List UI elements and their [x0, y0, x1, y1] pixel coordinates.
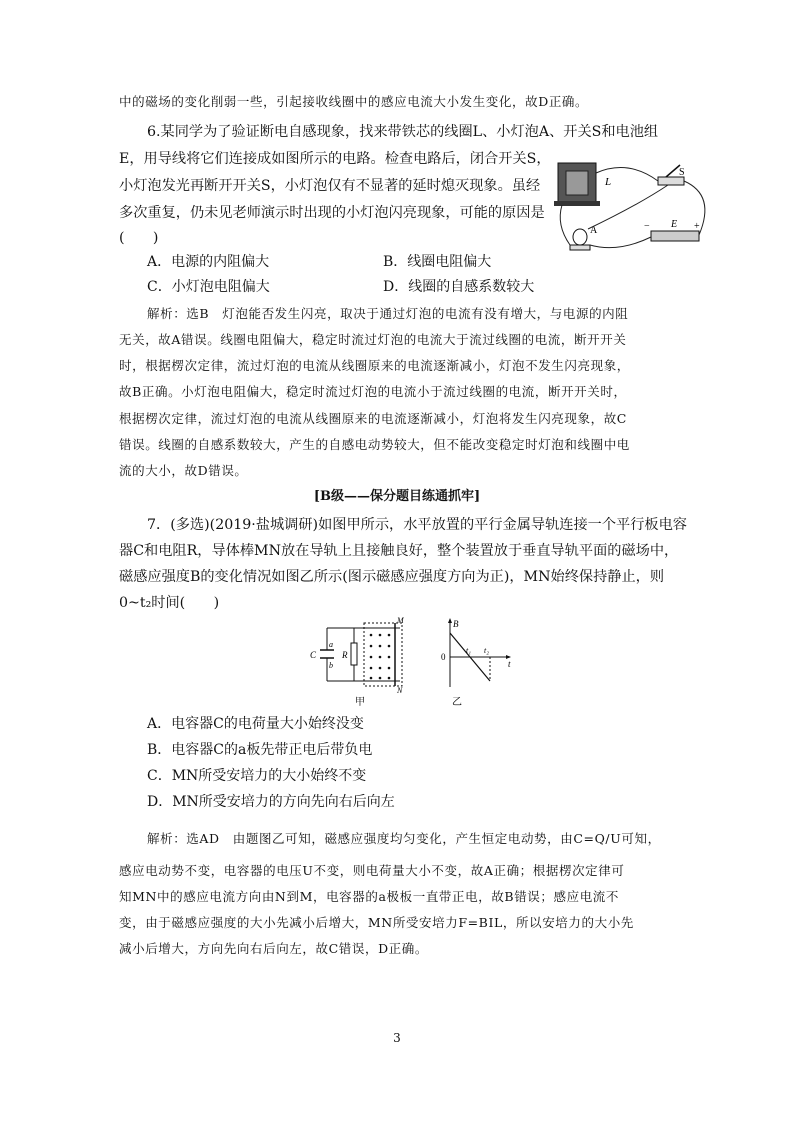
label-M: M: [397, 616, 404, 625]
q7-figure-yi: [438, 615, 518, 710]
label-C: C: [310, 650, 317, 660]
label-plus: +: [694, 221, 700, 232]
resistor: [351, 643, 357, 665]
q6-option-b: B．线圈电阻偏大: [383, 254, 492, 270]
question-6-bracket: ( ): [119, 230, 159, 246]
battery: [651, 231, 699, 241]
caption-yi: 乙: [452, 697, 462, 708]
explanation-7-line: 感应电动势不变，电容器的电压U不变，则电荷量大小不变，故A正确；根据楞次定律可: [119, 863, 625, 878]
section-heading: [B级——保分题目练通抓牢]: [313, 489, 481, 504]
question-6-line: 多次重复，仍未见老师演示时出现的小灯泡闪亮现象，可能的原因是: [119, 205, 545, 221]
wire: [588, 185, 668, 229]
lamp: [573, 229, 587, 245]
explanation-6-line: 错误。线圈的自感系数较大，产生的自感电动势较大，但不能改变稳定时灯泡和线圈中电: [119, 437, 630, 452]
q6-circuit-figure: [548, 155, 718, 255]
explanation-6-line: 时，根据楞次定律，流过灯泡的电流从线圈原来的电流逐渐减小，灯泡不发生闪亮现象，: [119, 358, 630, 373]
question-7-line: 7．(多选)(2019·盐城调研)如图甲所示，水平放置的平行金属导轨连接一个平行板电容: [147, 517, 687, 533]
label-coil-L: L: [605, 176, 612, 188]
label-t1: t₁: [466, 646, 472, 655]
explanation-6-line: 流的大小，故D错误。: [119, 463, 248, 478]
question-6-line: E，用导线将它们连接成如图所示的电路。检查电路后，闭合开关S，: [119, 151, 551, 167]
label-t2: t₂: [484, 646, 490, 655]
q6-option-c: C．小灯泡电阻偏大: [147, 279, 270, 295]
q7-figure-jia: [305, 615, 415, 710]
q6-option-d: D．线圈的自感系数较大: [383, 279, 535, 295]
explanation-6-line: 故B正确。小灯泡电阻偏大，稳定时流过灯泡的电流小于流过线圈的电流，断开开关时，: [119, 384, 627, 399]
label-battery-E: E: [671, 219, 678, 230]
label-R: R: [342, 650, 348, 660]
q7-option-d: D．MN所受安培力的方向先向右后向左: [147, 794, 395, 810]
explanation-6-line: 根据楞次定律，流过灯泡的电流从线圈原来的电流逐渐减小，灯泡将发生闪亮现象，故C: [119, 411, 627, 426]
explanation-6-line: 无关，故A错误。线圈电阻偏大，稳定时流过灯泡的电流大于流过线圈的电流，断开开关: [119, 332, 627, 347]
explanation-7-line: 解析：选AD 由题图乙可知，磁感应强度均匀变化，产生恒定电动势，由C=Q/U可知，: [147, 831, 661, 846]
explanation-7-line: 变，由于磁感应强度的大小先减小后增大，MN所受安培力F=BIL，所以安培力的大小先: [119, 915, 634, 930]
magnetic-field-region: [364, 623, 402, 686]
label-zero: 0: [441, 652, 446, 662]
label-a: a: [329, 640, 333, 649]
label-N: N: [397, 686, 403, 695]
question-6-line: 6.某同学为了验证断电自感现象，找来带铁芯的线圈L、小灯泡A、开关S和电池组: [147, 124, 659, 140]
question-7-line: 磁感应强度B的变化情况如图乙所示(图示磁感应强度方向为正)，MN始终保持静止，则: [119, 569, 665, 585]
switch: [658, 177, 684, 185]
label-minus: −: [644, 221, 650, 232]
q7-option-b: B．电容器C的a板先带正电后带负电: [147, 742, 373, 758]
label-b: b: [329, 661, 333, 670]
q7-option-c: C．MN所受安培力的大小始终不变: [147, 768, 367, 784]
wire: [560, 205, 570, 245]
text-line: 中的磁场的变化削弱一些，引起接收线圈中的感应电流大小发生变化，故D正确。: [119, 94, 589, 109]
label-t: t: [508, 659, 511, 669]
question-7-line: 0~t₂时间( ): [119, 595, 220, 611]
explanation-7-line: 减小后增大，方向先向右后向左，故C错误，D正确。: [119, 941, 428, 956]
label-lamp-A: A: [590, 225, 598, 236]
page-number: 3: [393, 1031, 401, 1045]
q7-option-a: A．电容器C的电荷量大小始终没变: [147, 716, 364, 732]
label-switch-S: S: [679, 167, 685, 178]
label-B: B: [453, 619, 459, 629]
wire: [590, 237, 651, 248]
question-6-line: 小灯泡发光再断开开关S，小灯泡仅有不显著的延时熄灭现象。虽经: [119, 178, 541, 194]
explanation-6-line: 解析：选B 灯泡能否发生闪亮，取决于通过灯泡的电流有没有增大，与电源的内阻: [147, 306, 629, 321]
explanation-7-line: 知MN中的感应电流方向由N到M，电容器的a极板一直带正电，故B错误；感应电流不: [119, 889, 620, 904]
caption-jia: 甲: [355, 697, 365, 708]
question-7-line: 器C和电阻R，导体棒MN放在导轨上且接触良好，整个装置放于垂直导轨平面的磁场中，: [119, 543, 679, 559]
q6-option-a: A．电源的内阻偏大: [147, 254, 270, 270]
